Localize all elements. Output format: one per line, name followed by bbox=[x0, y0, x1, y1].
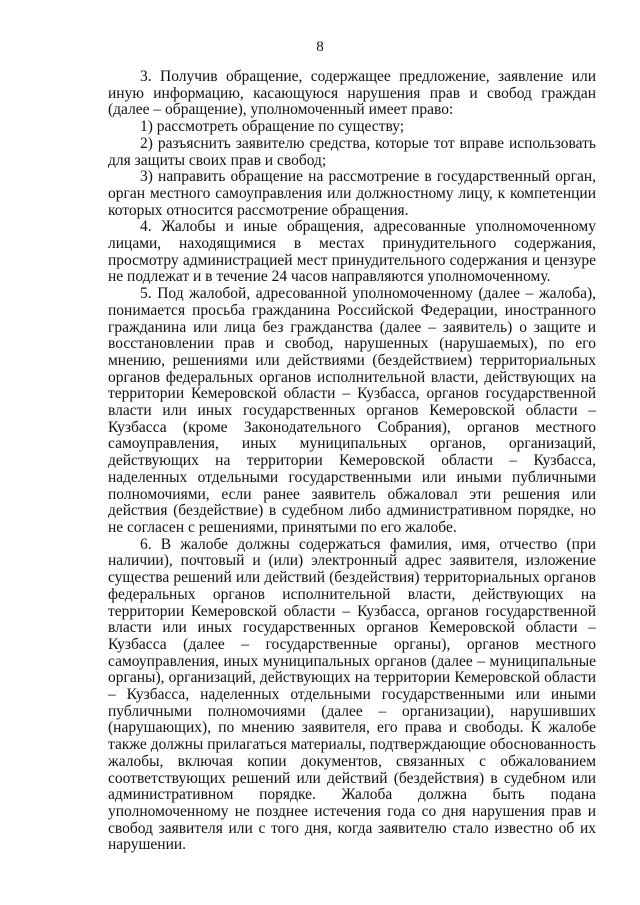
paragraph-3: 3. Получив обращение, содержащее предложение, заявление или иную информацию, касающуюся нарушения прав и свобод граждан (далее – обращение), уполномоченный имеет право: bbox=[108, 68, 596, 119]
paragraph-5: 5. Под жалобой, адресованной уполномоченному (далее – жалоба), понимается просьба гражданина Российской Федерации, иностранного гражданина или лица без гражданства (далее – заявитель) о защите и восстановлении прав и свобод, нарушенных (нарушаемых), по его мнению, решениями или действиями (бездействием) территориальных органов федеральных органов исполнительной власти, действующих на территории Кемеровской области – Кузбасса, органов государственной власти или иных государственных органов Кемеровской области – Кузбасса (кроме Законодательного Собрания), органов местного самоуправления, иных муниципальных органов, организаций, действующих на территории Кемеровской области – Кузбасса, наделенных отдельными государственными или иными публичными полномочиями, если ранее заявитель обжаловал эти решения или действия (бездействие) в судебном либо административном порядке, но не согласен с решениями, принятыми по его жалобе. bbox=[108, 285, 596, 536]
document-body bbox=[108, 69, 596, 854]
paragraph-3-item-3: 3) направить обращение на рассмотрение в государственный орган, орган местного самоуправления или должностному лицу, к компетенции которых относится рассмотрение обращения. bbox=[108, 168, 596, 219]
page-number: 8 bbox=[316, 39, 324, 55]
paragraph-4: 4. Жалобы и иные обращения, адресованные уполномоченному лицами, находящимися в местах принудительного содержания, просмотру администрацией мест принудительного содержания и цензуре не подлежат и в течение 24 часов направляются уполномоченному. bbox=[108, 218, 596, 286]
paragraph-6: 6. В жалобе должны содержаться фамилия, имя, отчество (при наличии), почтовый и (или) электронный адрес заявителя, изложение существа решений или действий (бездействия) территориальных органов федеральных органов исполнительной власти, действующих на территории Кемеровской области – Кузбасса, органов государственной власти или иных государственных органов Кемеровской области – Кузбасса (далее – государственные органы), органов местного самоуправления, иных муниципальных органов (далее – муниципальные органы), организаций, действующих на территории Кемеровской области – Кузбасса, наделенных отдельными государственными или иными публичными полномочиями (далее – организации), нарушивших (нарушающих), по мнению заявителя, его права и свободы. К жалобе также должны прилагаться материалы, подтверждающие обоснованность жалобы, включая копии документов, связанных с обжалованием соответствующих решений или действий (бездействия) в судебном или административном порядке. Жалоба должна быть подана уполномоченному не позднее истечения года со дня нарушения прав и свобод заявителя или с того дня, когда заявителю стало известно об их нарушении. bbox=[108, 535, 596, 854]
paragraph-3-item-1: 1) рассмотреть обращение по существу; bbox=[140, 118, 405, 136]
paragraph-3-item-2: 2) разъяснить заявителю средства, которые тот вправе использовать для защиты своих прав и свобод; bbox=[108, 134, 596, 169]
